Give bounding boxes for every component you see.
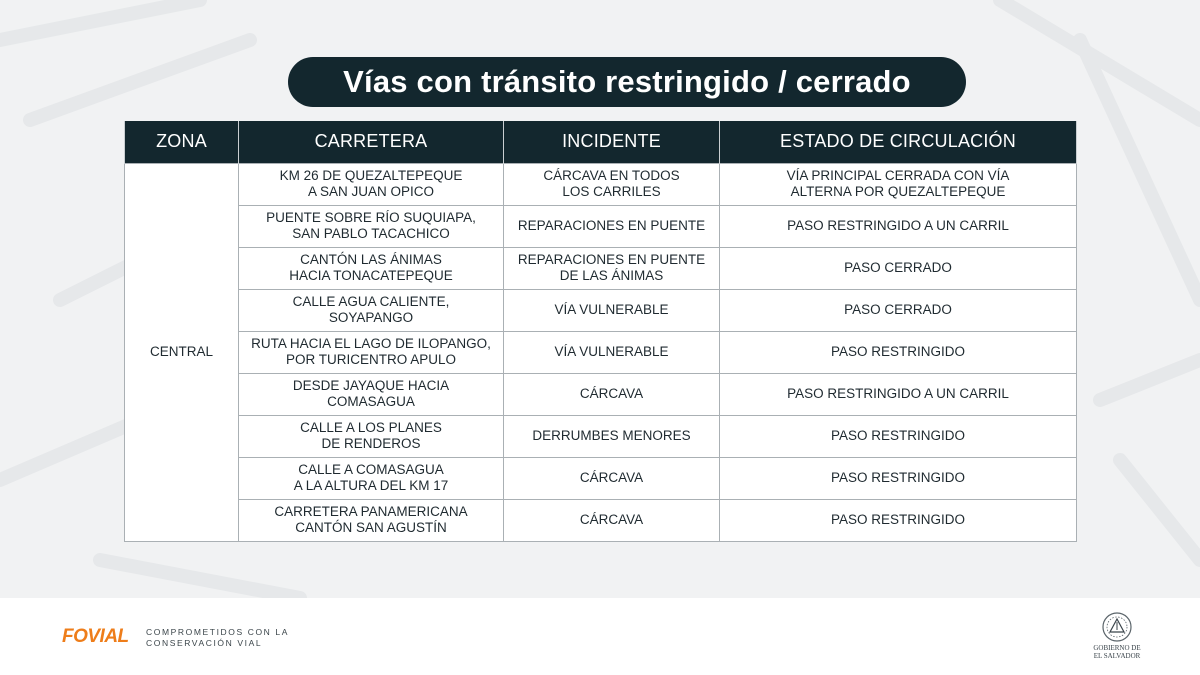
incident-cell: REPARACIONES EN PUENTE DE LAS ÁNIMAS bbox=[504, 247, 720, 289]
status-cell: PASO RESTRINGIDO A UN CARRIL bbox=[720, 205, 1077, 247]
status-cell: PASO CERRADO bbox=[720, 289, 1077, 331]
government-label: GOBIERNO DE EL SALVADOR bbox=[1093, 644, 1141, 660]
zone-cell: CENTRAL bbox=[125, 163, 239, 541]
road-cell: RUTA HACIA EL LAGO DE ILOPANGO, POR TURICENTRO APULO bbox=[239, 331, 504, 373]
road-cell: KM 26 DE QUEZALTEPEQUE A SAN JUAN OPICO bbox=[239, 163, 504, 205]
road-cell: CARRETERA PANAMERICANA CANTÓN SAN AGUSTÍN bbox=[239, 499, 504, 541]
road-cell: CANTÓN LAS ÁNIMAS HACIA TONACATEPEQUE bbox=[239, 247, 504, 289]
table-row bbox=[125, 289, 1077, 331]
road-cell: CALLE A LOS PLANES DE RENDEROS bbox=[239, 415, 504, 457]
incident-cell: VÍA VULNERABLE bbox=[504, 331, 720, 373]
table-row bbox=[125, 499, 1077, 541]
column-header-carretera: CARRETERA bbox=[239, 121, 504, 163]
incident-cell: CÁRCAVA EN TODOS LOS CARRILES bbox=[504, 163, 720, 205]
incident-cell: CÁRCAVA bbox=[504, 499, 720, 541]
table-row bbox=[125, 205, 1077, 247]
table-row bbox=[125, 163, 1077, 205]
incident-cell: CÁRCAVA bbox=[504, 457, 720, 499]
column-header-incidente: INCIDENTE bbox=[504, 121, 720, 163]
column-header-estado: ESTADO DE CIRCULACIÓN bbox=[720, 121, 1077, 163]
road-cell: DESDE JAYAQUE HACIA COMASAGUA bbox=[239, 373, 504, 415]
status-cell: PASO CERRADO bbox=[720, 247, 1077, 289]
status-cell: PASO RESTRINGIDO bbox=[720, 331, 1077, 373]
table-header-row bbox=[125, 121, 1077, 163]
incident-cell: CÁRCAVA bbox=[504, 373, 720, 415]
footer-tagline: COMPROMETIDOS CON LA CONSERVACIÓN VIAL bbox=[146, 627, 289, 648]
incident-cell: REPARACIONES EN PUENTE bbox=[504, 205, 720, 247]
status-cell: PASO RESTRINGIDO bbox=[720, 499, 1077, 541]
table-row bbox=[125, 247, 1077, 289]
fovial-logo: FOVIAL bbox=[62, 626, 129, 647]
table-row bbox=[125, 457, 1077, 499]
column-header-zona: ZONA bbox=[125, 121, 239, 163]
table-row bbox=[125, 373, 1077, 415]
page-title: Vías con tránsito restringido / cerrado bbox=[288, 57, 966, 107]
table-row bbox=[125, 331, 1077, 373]
footer bbox=[0, 598, 1200, 675]
incident-cell: DERRUMBES MENORES bbox=[504, 415, 720, 457]
status-cell: VÍA PRINCIPAL CERRADA CON VÍA ALTERNA POR QUEZALTEPEQUE bbox=[720, 163, 1077, 205]
incident-cell: VÍA VULNERABLE bbox=[504, 289, 720, 331]
table-row bbox=[125, 415, 1077, 457]
road-cell: PUENTE SOBRE RÍO SUQUIAPA, SAN PABLO TACACHICO bbox=[239, 205, 504, 247]
status-cell: PASO RESTRINGIDO A UN CARRIL bbox=[720, 373, 1077, 415]
status-cell: PASO RESTRINGIDO bbox=[720, 457, 1077, 499]
status-cell: PASO RESTRINGIDO bbox=[720, 415, 1077, 457]
road-cell: CALLE A COMASAGUA A LA ALTURA DEL KM 17 bbox=[239, 457, 504, 499]
road-cell: CALLE AGUA CALIENTE, SOYAPANGO bbox=[239, 289, 504, 331]
closures-table bbox=[124, 121, 1077, 542]
